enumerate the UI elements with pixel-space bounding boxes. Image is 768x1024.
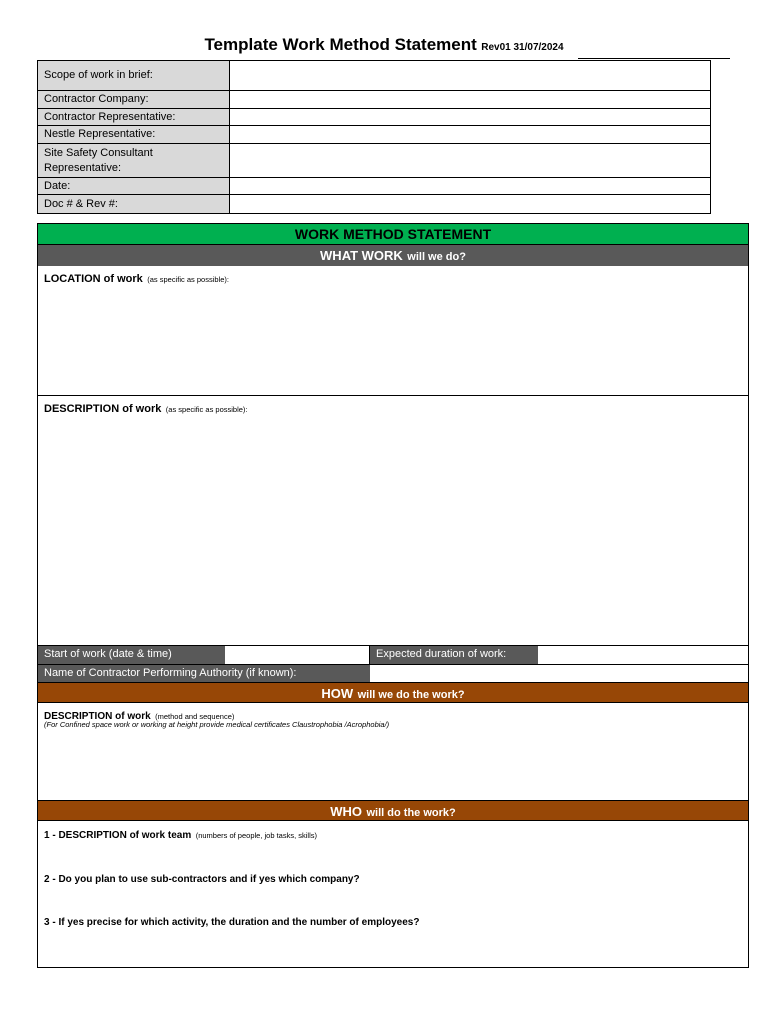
info-label: Doc # & Rev #: [38, 195, 230, 213]
subcontractor-question: 2 - Do you plan to use sub-contractors and if yes which company? [44, 874, 360, 885]
how-header-small: will we do the work? [357, 689, 465, 701]
section-title-work-method: WORK METHOD STATEMENT [38, 224, 748, 245]
location-field[interactable] [38, 266, 748, 395]
info-label: Nestle Representative: [38, 126, 230, 143]
info-label: Contractor Representative: [38, 109, 230, 125]
scope-field[interactable] [230, 61, 710, 90]
document-title: Template Work Method Statement [204, 35, 477, 54]
contractor-rep-field[interactable] [230, 109, 710, 125]
start-of-work-label: Start of work (date & time) [38, 646, 225, 664]
team-hint: (numbers of people, job tasks, skills) [195, 831, 318, 840]
team-label: 1 - DESCRIPTION of work team [44, 830, 192, 841]
info-label: Date: [38, 178, 230, 194]
info-label: Contractor Company: [38, 91, 230, 108]
activity-duration-question: 3 - If yes precise for which activity, the duration and the number of employees? [44, 917, 420, 928]
safety-rep-field[interactable] [230, 144, 710, 177]
info-label: Site Safety Consultant Representative: [38, 144, 230, 177]
nestle-rep-field[interactable] [230, 126, 710, 143]
title-underline [578, 58, 730, 59]
who-header-big: WHO [330, 804, 363, 819]
start-of-work-field[interactable] [225, 646, 370, 664]
method-field[interactable] [38, 704, 748, 800]
info-row-date [38, 178, 710, 195]
what-header-big: WHAT WORK [320, 248, 403, 263]
info-label: Scope of work in brief: [38, 61, 230, 90]
work-method-form [37, 223, 749, 968]
how-header-big: HOW [321, 686, 354, 701]
info-table [37, 60, 711, 214]
location-label: LOCATION of work [44, 273, 143, 285]
what-header-small: will we do? [407, 251, 466, 263]
info-row-scope [38, 61, 710, 91]
description-field[interactable] [38, 396, 748, 645]
document-title-line [0, 35, 768, 55]
authority-field[interactable] [370, 665, 748, 682]
method-label: DESCRIPTION of work [44, 711, 151, 722]
medical-certificate-note: (For Confined space work or working at height provide medical certificates Claustrophobia /Acrophobia/) [44, 720, 390, 729]
info-row-contractor-rep [38, 109, 710, 126]
who-answer-field[interactable] [38, 823, 748, 967]
section-header-how [38, 682, 748, 703]
location-hint: (as specific as possible): [147, 275, 229, 284]
section-header-who [38, 800, 748, 821]
duration-label: Expected duration of work: [370, 646, 538, 664]
info-row-nestle-rep [38, 126, 710, 144]
method-hint: (method and sequence) [155, 712, 235, 721]
duration-field[interactable] [538, 646, 748, 664]
revision-label: Rev01 31/07/2024 [481, 42, 564, 53]
who-header-small: will do the work? [366, 807, 456, 819]
contractor-company-field[interactable] [230, 91, 710, 108]
authority-label: Name of Contractor Performing Authority (if known): [38, 665, 370, 682]
date-field[interactable] [230, 178, 710, 194]
info-row-safety-rep [38, 144, 710, 178]
doc-rev-field[interactable] [230, 195, 710, 213]
section-header-what [38, 245, 748, 266]
info-row-company [38, 91, 710, 109]
description-label: DESCRIPTION of work [44, 403, 162, 415]
info-row-doc-rev [38, 195, 710, 213]
description-hint: (as specific as possible): [165, 405, 248, 414]
